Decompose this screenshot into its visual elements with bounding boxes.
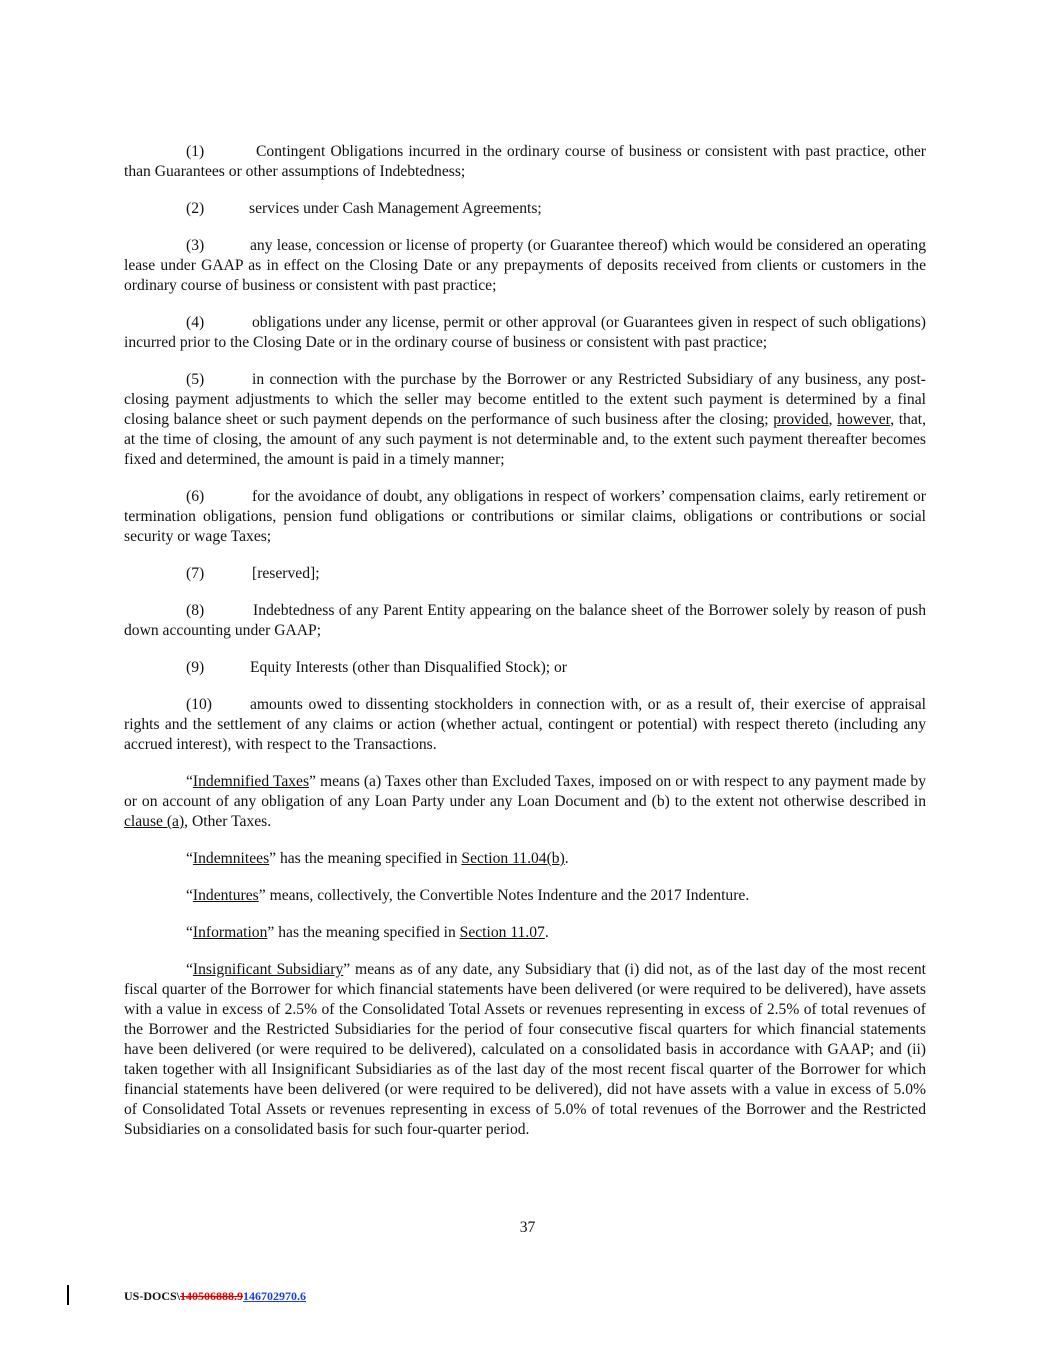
definition-indemnified-taxes — [124, 772, 926, 832]
list-item-9 — [124, 658, 926, 678]
definition-information — [124, 923, 926, 943]
item-number: (5) — [186, 371, 205, 388]
definition-text: ” has the meaning specified in — [267, 924, 460, 941]
doc-id-prefix: US-DOCS\ — [124, 1289, 181, 1303]
list-item-3 — [124, 236, 926, 296]
open-quote: “ — [186, 961, 193, 978]
open-quote: “ — [186, 887, 193, 904]
item-number: (10) — [186, 696, 212, 713]
item-text: Contingent Obligations incurred in the ordinary course of business or consistent with past practice, other than Guarantees or other assumptions of Indebtedness; — [124, 143, 926, 180]
item-number: (1) — [186, 143, 205, 160]
item-text: services under Cash Management Agreements; — [249, 200, 542, 217]
item-text: Equity Interests (other than Disqualified Stock); or — [250, 659, 567, 676]
item-text: obligations under any license, permit or other approval (or Guarantees given in respect of such obligations) incurred prior to the Closing Date or in the ordinary course of business or consistent with past practice; — [124, 314, 926, 351]
item-number: (4) — [186, 314, 205, 331]
cross-reference: Section 11.04(b) — [461, 850, 565, 867]
definition-text-cont: . — [544, 924, 549, 941]
doc-id-inserted: 146702970.6 — [243, 1289, 307, 1303]
definition-text-cont: , Other Taxes. — [184, 813, 272, 830]
definition-text-cont: . — [564, 850, 569, 867]
defined-term: Information — [192, 924, 268, 941]
item-text: any lease, concession or license of property (or Guarantee thereof) which would be considered an operating lease under GAAP as in effect on the Closing Date or any prepayments of deposits received from clients or customers in the ordinary course of business or consistent with past practice; — [124, 237, 926, 294]
definition-indentures — [124, 886, 926, 906]
item-text: in connection with the purchase by the Borrower or any Restricted Subsidiary of any business, any post-closing payment adjustments to which the seller may become entitled to the extent such payment is determined by a final closing balance sheet or such payment depends on the performance of such business after the closing; — [124, 371, 926, 428]
item-number: (7) — [186, 565, 205, 582]
open-quote: “ — [186, 773, 193, 790]
item-text-cont: , that, at the time of closing, the amount of any such payment is not determinable and, to the extent such payment thereafter becomes fixed and determined, the amount is paid in a timely manner; — [124, 411, 926, 468]
cross-reference: clause (a) — [124, 813, 185, 830]
list-item-1 — [124, 142, 926, 182]
comma: , — [828, 411, 838, 428]
cross-reference: Section 11.07 — [459, 924, 545, 941]
provided-term: provided — [773, 411, 829, 428]
open-quote: “ — [186, 924, 193, 941]
definition-text: ” means (a) Taxes other than Excluded Taxes, imposed on or with respect to any payment made by or on account of any obligation of any Loan Party under any Loan Document and (b) to the extent not otherwise described in — [124, 773, 926, 810]
document-body — [124, 142, 926, 1157]
list-item-6 — [124, 487, 926, 547]
list-item-4 — [124, 313, 926, 353]
item-number: (3) — [186, 237, 205, 254]
definition-text: ” has the meaning specified in — [269, 850, 462, 867]
item-text: [reserved]; — [252, 565, 320, 582]
item-number: (6) — [186, 488, 205, 505]
definition-insignificant-subsidiary — [124, 960, 926, 1140]
item-number: (9) — [186, 659, 205, 676]
defined-term: Indentures — [192, 887, 259, 904]
definition-text: ” means, collectively, the Convertible Notes Indenture and the 2017 Indenture. — [258, 887, 750, 904]
revision-change-bar — [67, 1285, 69, 1305]
definition-text: ” means as of any date, any Subsidiary that (i) did not, as of the last day of the most recent fiscal quarter of the Borrower for which financial statements have been delivered (or were required to be delivered), have assets with a value in excess of 2.5% of the Consolidated Total Assets or revenues representing in excess of 2.5% of total revenues of the Borrower and the Restricted Subsidiaries for the period of four consecutive fiscal quarters for which financial statements have been delivered (or were required to be delivered), calculated on a consolidated basis in accordance with GAAP; and (ii) taken together with all Insignificant Subsidiaries as of the last day of the most recent fiscal quarter of the Borrower for which financial statements have been delivered (or were required to be delivered), did not have assets with a value in excess of 5.0% of Consolidated Total Assets or revenues representing in excess of 5.0% of total revenues of the Borrower and the Restricted Subsidiaries on a consolidated basis for such four-quarter period. — [124, 961, 926, 1138]
list-item-2 — [124, 199, 926, 219]
item-text: amounts owed to dissenting stockholders in connection with, or as a result of, their exercise of appraisal rights and the settlement of any claims or action (whether actual, contingent or potential) with respect thereto (including any accrued interest), with respect to the Transactions. — [124, 696, 926, 753]
doc-id-deleted: 140506888.9 — [180, 1289, 244, 1303]
list-item-10 — [124, 695, 926, 755]
defined-term: Indemnitees — [192, 850, 270, 867]
list-item-5 — [124, 370, 926, 470]
defined-term: Insignificant Subsidiary — [192, 961, 344, 978]
document-id — [124, 1289, 306, 1304]
list-item-8 — [124, 601, 926, 641]
page-number: 37 — [519, 1219, 536, 1236]
item-text: Indebtedness of any Parent Entity appearing on the balance sheet of the Borrower solely by reason of push down accounting under GAAP; — [124, 602, 926, 639]
open-quote: “ — [186, 850, 193, 867]
defined-term: Indemnified Taxes — [192, 773, 310, 790]
list-item-7 — [124, 564, 926, 584]
item-number: (2) — [186, 200, 205, 217]
item-text: for the avoidance of doubt, any obligations in respect of workers’ compensation claims, early retirement or termination obligations, pension fund obligations or contributions or similar claims, obligations or contributions or social security or wage Taxes; — [124, 488, 926, 545]
definition-indemnitees — [124, 849, 926, 869]
item-number: (8) — [186, 602, 205, 619]
however-term: however — [837, 411, 891, 428]
